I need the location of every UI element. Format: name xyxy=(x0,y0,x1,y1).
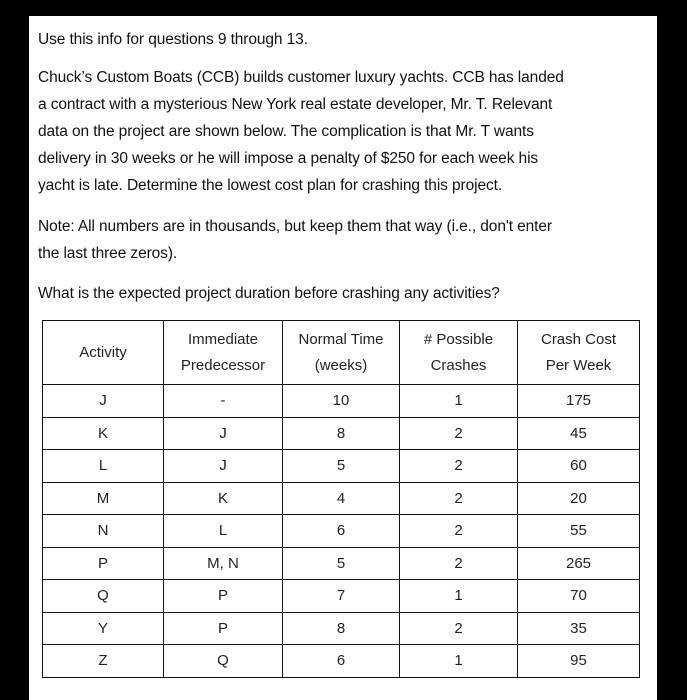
cell-predecessor: P xyxy=(164,580,283,613)
cell-normal-time: 6 xyxy=(283,515,400,548)
cell-crashes: 2 xyxy=(400,482,518,515)
header-activity: Activity xyxy=(43,321,164,385)
problem-line: data on the project are shown below. The complication is that Mr. T wants xyxy=(38,123,534,140)
cell-normal-time: 5 xyxy=(283,547,400,580)
cell-crashes: 2 xyxy=(400,417,518,450)
table-row xyxy=(43,482,640,515)
cell-predecessor: K xyxy=(164,482,283,515)
cell-crash-cost: 60 xyxy=(518,450,640,483)
cell-predecessor: M, N xyxy=(164,547,283,580)
cell-crash-cost: 55 xyxy=(518,515,640,548)
table-row xyxy=(43,450,640,483)
cell-normal-time: 6 xyxy=(283,645,400,678)
question-card xyxy=(29,16,657,700)
table-header-row xyxy=(43,321,640,385)
cell-crashes: 1 xyxy=(400,645,518,678)
cell-activity: J xyxy=(43,385,164,418)
header-crash-cost: Crash Cost Per Week xyxy=(518,321,640,385)
cell-crashes: 2 xyxy=(400,450,518,483)
problem-text xyxy=(38,64,643,199)
header-normal-time: Normal Time (weeks) xyxy=(283,321,400,385)
cell-activity: Q xyxy=(43,580,164,613)
cell-crashes: 2 xyxy=(400,612,518,645)
table-row xyxy=(43,645,640,678)
cell-predecessor: P xyxy=(164,612,283,645)
cell-activity: K xyxy=(43,417,164,450)
cell-crashes: 2 xyxy=(400,547,518,580)
note-text xyxy=(38,213,643,267)
cell-normal-time: 7 xyxy=(283,580,400,613)
cell-crash-cost: 20 xyxy=(518,482,640,515)
cell-crashes: 1 xyxy=(400,385,518,418)
cell-crashes: 2 xyxy=(400,515,518,548)
cell-activity: P xyxy=(43,547,164,580)
cell-predecessor: L xyxy=(164,515,283,548)
cell-predecessor: J xyxy=(164,417,283,450)
problem-line: delivery in 30 weeks or he will impose a penalty of $250 for each week his xyxy=(38,150,539,167)
cell-activity: Y xyxy=(43,612,164,645)
cell-activity: Z xyxy=(43,645,164,678)
header-crashes: # Possible Crashes xyxy=(400,321,518,385)
cell-normal-time: 8 xyxy=(283,612,400,645)
cell-crash-cost: 45 xyxy=(518,417,640,450)
cell-predecessor: - xyxy=(164,385,283,418)
cell-normal-time: 10 xyxy=(283,385,400,418)
note-line: the last three zeros). xyxy=(38,245,178,262)
table-row xyxy=(43,417,640,450)
project-data-table xyxy=(42,320,640,678)
cell-crash-cost: 175 xyxy=(518,385,640,418)
cell-normal-time: 8 xyxy=(283,417,400,450)
table-row xyxy=(43,515,640,548)
question-text: What is the expected project duration before crashing any activities? xyxy=(38,285,500,302)
note-line: Note: All numbers are in thousands, but keep them that way (i.e., don't enter xyxy=(38,218,552,235)
header-predecessor: Immediate Predecessor xyxy=(164,321,283,385)
problem-line: yacht is late. Determine the lowest cost plan for crashing this project. xyxy=(38,177,503,194)
table-row xyxy=(43,385,640,418)
cell-crashes: 1 xyxy=(400,580,518,613)
cell-crash-cost: 95 xyxy=(518,645,640,678)
table-row xyxy=(43,547,640,580)
cell-crash-cost: 35 xyxy=(518,612,640,645)
cell-activity: N xyxy=(43,515,164,548)
intro-text: Use this info for questions 9 through 13. xyxy=(38,31,308,48)
problem-line: a contract with a mysterious New York real estate developer, Mr. T. Relevant xyxy=(38,96,553,113)
cell-predecessor: Q xyxy=(164,645,283,678)
cell-crash-cost: 70 xyxy=(518,580,640,613)
table-row xyxy=(43,580,640,613)
cell-predecessor: J xyxy=(164,450,283,483)
cell-normal-time: 5 xyxy=(283,450,400,483)
cell-activity: L xyxy=(43,450,164,483)
table-row xyxy=(43,612,640,645)
cell-crash-cost: 265 xyxy=(518,547,640,580)
cell-activity: M xyxy=(43,482,164,515)
problem-line: Chuck’s Custom Boats (CCB) builds customer luxury yachts. CCB has landed xyxy=(38,69,564,86)
cell-normal-time: 4 xyxy=(283,482,400,515)
